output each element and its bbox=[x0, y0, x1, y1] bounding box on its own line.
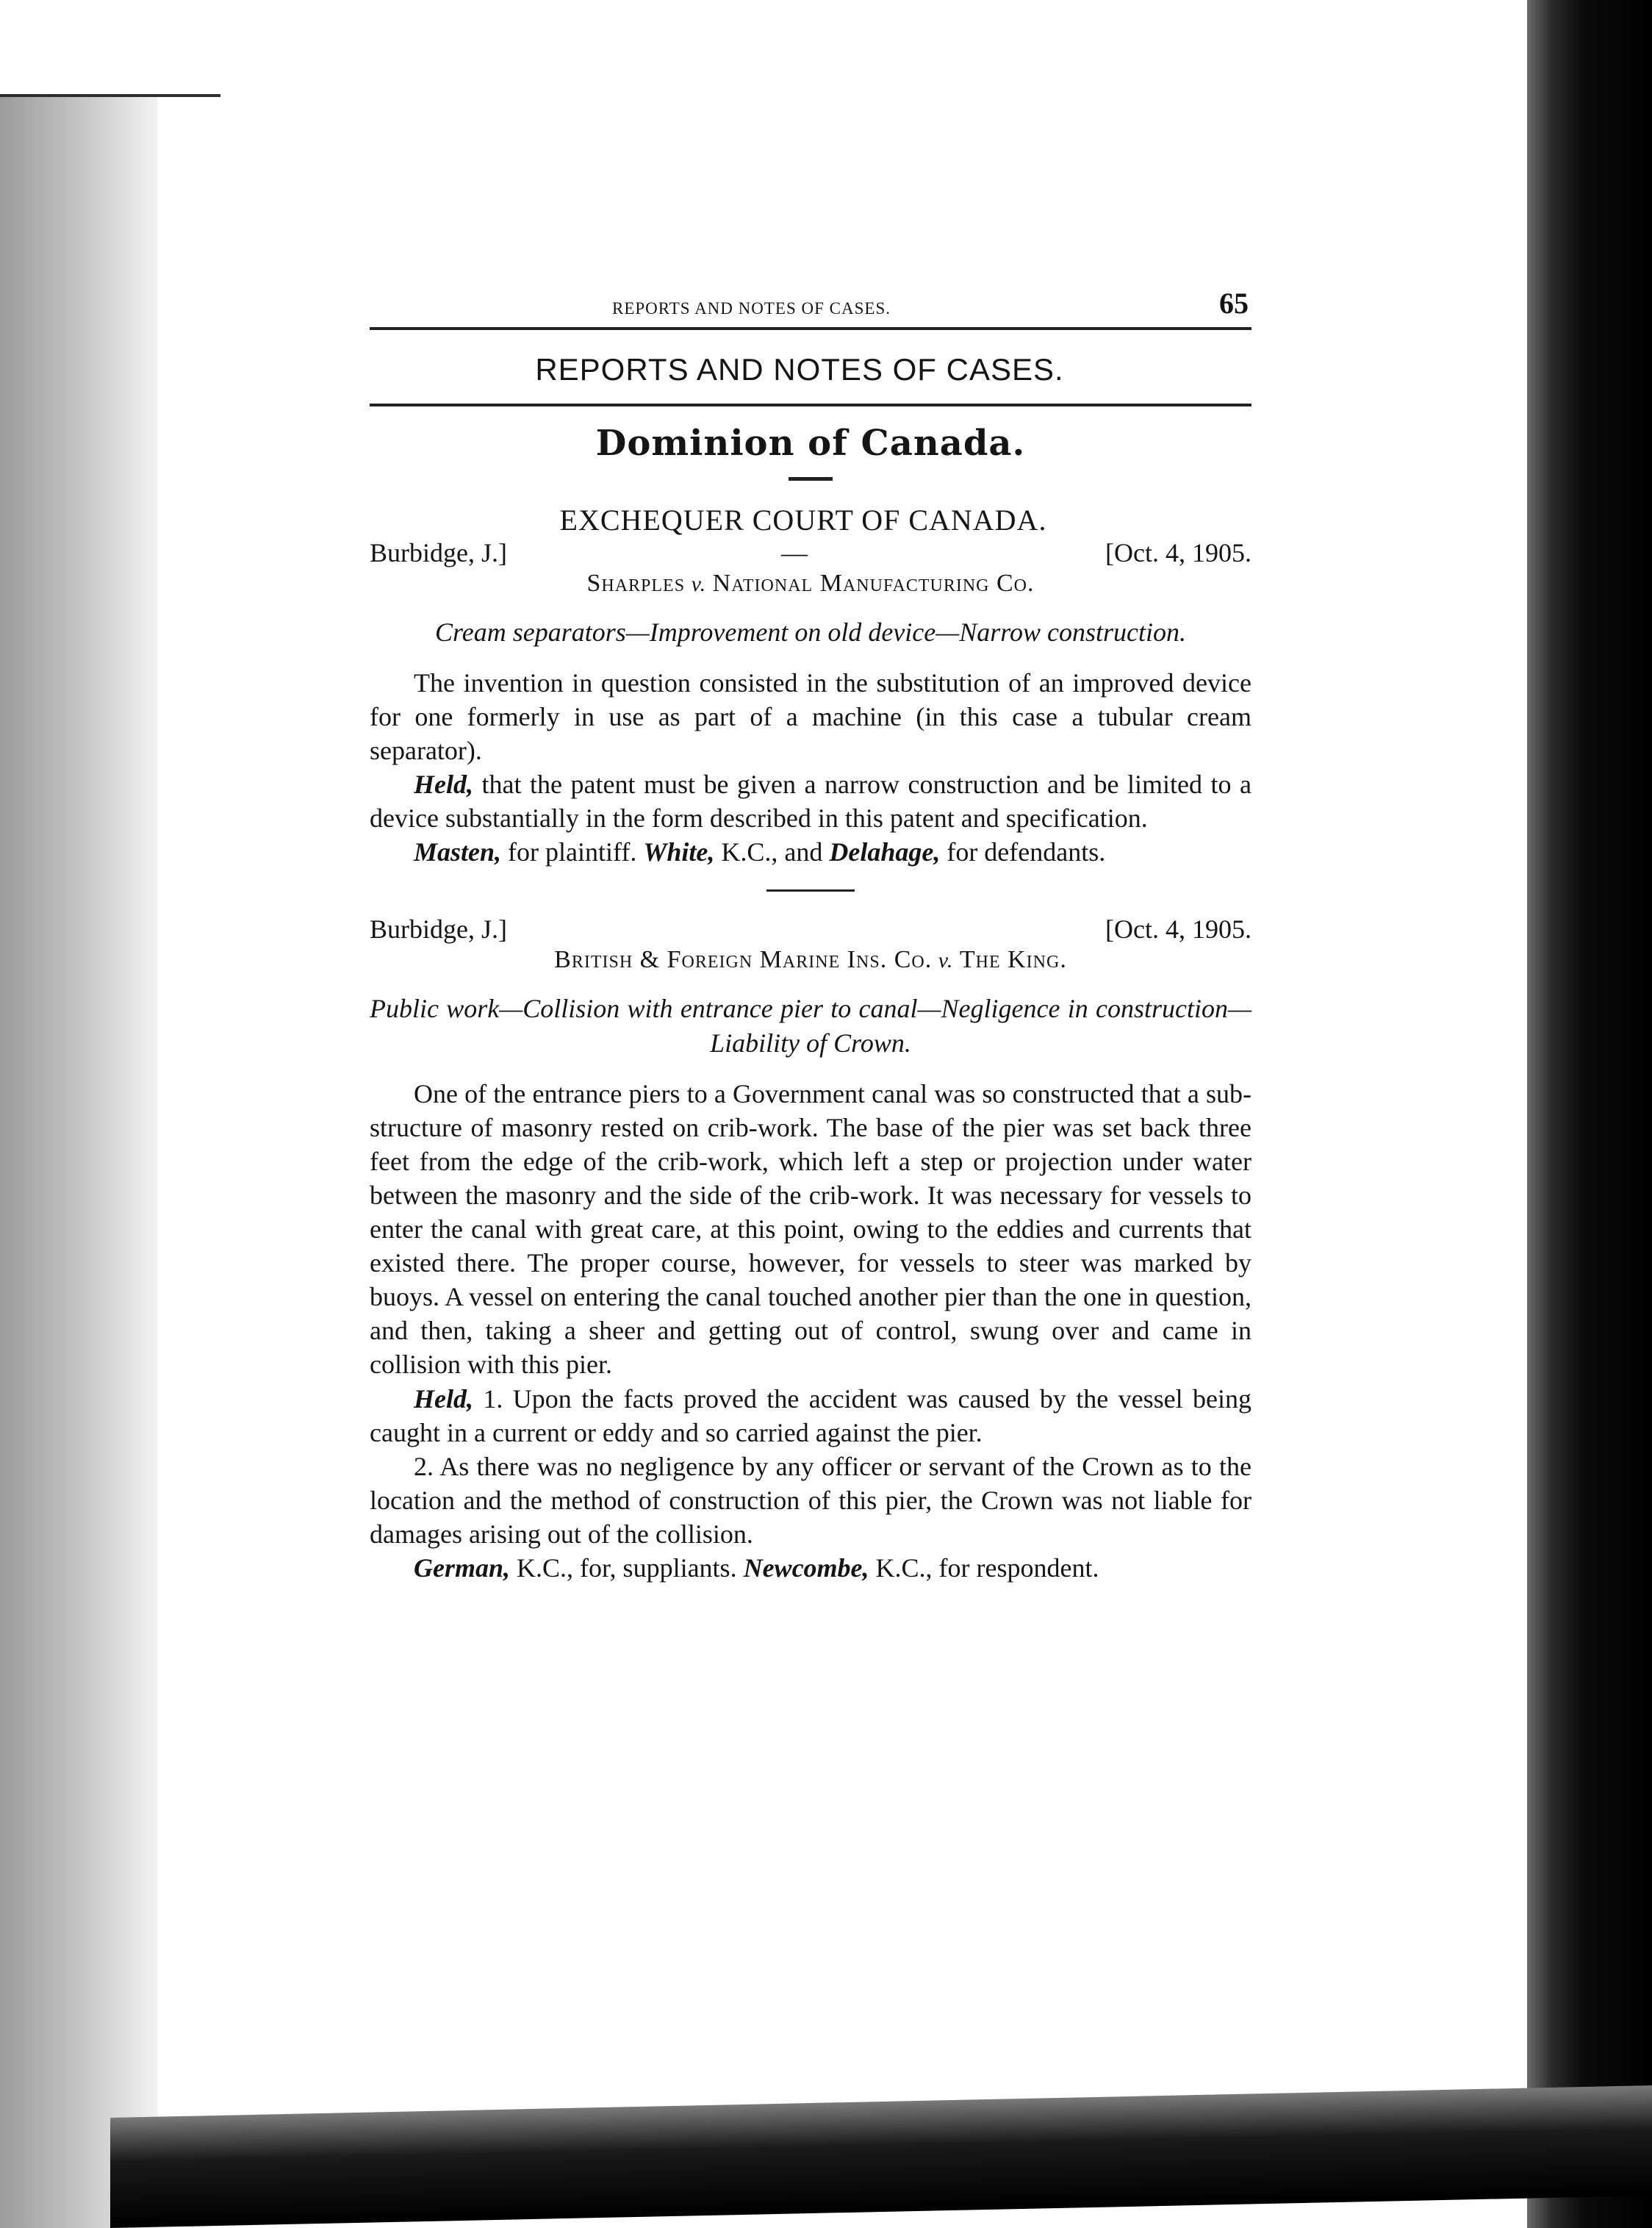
case1-judge: Burbidge, J.] bbox=[370, 538, 507, 567]
case1-counsel1-text: for plaintiff. bbox=[501, 837, 644, 867]
case1-party1: Sharples bbox=[586, 570, 686, 597]
case1-catchwords: Cream separators—Improvement on old device—Narrow construction. bbox=[435, 617, 1186, 647]
case2-holding-2: 2. As there was no negligence by any officer or servant of the Crown as to the location and the method of construction of this pier, the Crown was not liable for damages arising out of the collision. bbox=[370, 1451, 1251, 1549]
case2-counsel1: German, bbox=[414, 1552, 511, 1583]
short-rule bbox=[789, 477, 833, 481]
case1-holding bbox=[370, 767, 1251, 835]
case1-held-label: Held, bbox=[414, 770, 473, 800]
case2-held-label: Held, bbox=[414, 1383, 473, 1414]
case2-counsel bbox=[370, 1551, 1251, 1585]
case1-paragraph: The invention in question consisted in the substitution of an improved device for one formerly in use as part of a machine (in this case a tubular cream separator). bbox=[370, 667, 1251, 765]
case2-versus: v. bbox=[938, 948, 954, 973]
case2-holding bbox=[370, 1382, 1251, 1450]
case2-counsel1-text: K.C., for, suppliants. bbox=[510, 1552, 744, 1583]
running-head bbox=[370, 283, 1251, 330]
case1-counsel3: Delahage, bbox=[829, 837, 941, 867]
case2-party1: British & Foreign Marine Ins. Co. bbox=[554, 946, 933, 974]
scan-right-edge bbox=[1527, 0, 1652, 2228]
case1-counsel3-text: for defendants. bbox=[940, 837, 1106, 867]
case2-counsel2: Newcombe, bbox=[743, 1552, 869, 1583]
case1-counsel2-text: K.C., and bbox=[714, 837, 830, 867]
case1-dash: — bbox=[781, 538, 808, 567]
case2-date: [Oct. 4, 1905. bbox=[1105, 914, 1251, 945]
court-heading: EXCHEQUER COURT OF CANADA. bbox=[559, 504, 1047, 537]
case2-counsel2-text: K.C., for respondent. bbox=[869, 1552, 1099, 1583]
case1-counsel bbox=[370, 835, 1251, 869]
case1-counsel1: Masten, bbox=[414, 837, 502, 867]
section-title: REPORTS AND NOTES OF CASES. bbox=[535, 352, 1064, 387]
case2-held-text: 1. Upon the facts proved the accident was caused by the vessel being caught in a current or eddy and so carried against the pier. bbox=[370, 1383, 1251, 1447]
running-head-title: REPORTS AND NOTES OF CASES. bbox=[612, 299, 891, 318]
case1-counsel2: White, bbox=[643, 837, 715, 867]
page-number: 65 bbox=[1219, 287, 1249, 320]
case2-party2: The King. bbox=[959, 946, 1067, 974]
subsection-title: Dominion of Canada. bbox=[595, 423, 1026, 464]
case1-held-text: that the patent must be given a narrow construction and be limited to a device substantially in the form described in this patent and specification. bbox=[370, 770, 1251, 834]
case2-header bbox=[370, 914, 1251, 950]
section-rule bbox=[370, 404, 1251, 406]
case1-party2: National Manufacturing Co. bbox=[712, 570, 1035, 597]
case2-catchwords: Public work—Collision with entrance pier to canal—Negligence in construction—Liability of Crown. bbox=[370, 994, 1251, 1059]
case1-header bbox=[370, 537, 1251, 574]
case2-judge: Burbidge, J.] bbox=[370, 914, 507, 945]
case1-versus: v. bbox=[691, 572, 707, 596]
case1-date: [Oct. 4, 1905. bbox=[1105, 538, 1251, 567]
document-page bbox=[370, 283, 1251, 1585]
case-separator bbox=[766, 889, 855, 892]
scan-top-stroke bbox=[0, 94, 220, 97]
case2-paragraph: One of the entrance piers to a Government canal was so constructed that a sub-structure of masonry rested on crib-work. The base of the pier was set back three feet from the edge of the crib-work, which left a step or projection under water between the masonry and the side of the crib-work. It was necessary for vessels to enter the canal with great care, at this point, owing to the eddies and currents that existed there. The proper course, however, for vessels to steer was marked by buoys. A vessel on entering the canal touched another pier than the one in question, and then, taking a sheer and getting out of control, swung over and came in collision with this pier. bbox=[370, 1078, 1251, 1380]
scan-bottom-edge bbox=[110, 2085, 1652, 2228]
scan-left-edge bbox=[0, 96, 158, 2228]
